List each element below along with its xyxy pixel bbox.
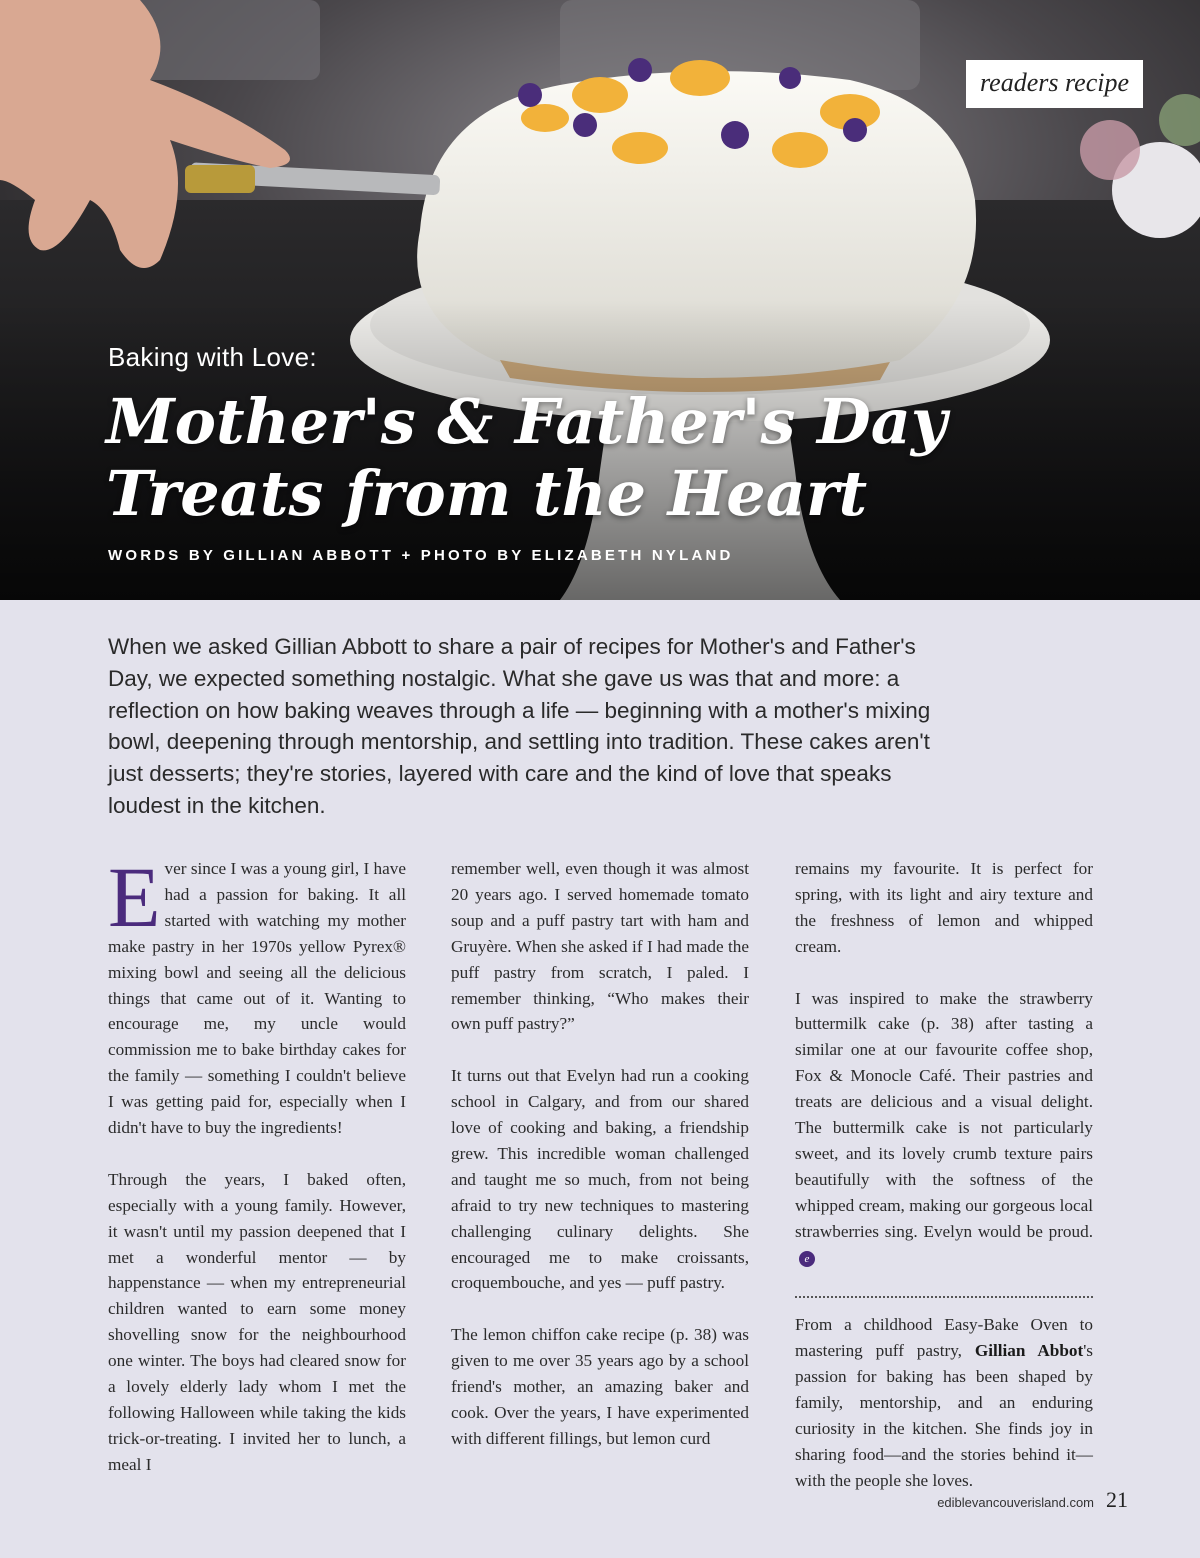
body-paragraph: remember well, even though it was almost 20 years ago. I served homemade tomato soup and a puff pastry tart with ham and Gruyère. When she asked if I had made the puff pastry from scratch, I paled. I remember thinking, “Who makes their own puff pastry?”: [451, 859, 749, 1034]
body-paragraph: It turns out that Evelyn had run a cooking school in Calgary, and from our shared love of cooking and baking, a friendship grew. This incredible woman challenged and taught me so much, from not being afraid to try new techniques to mastering challenging culinary delights. She encouraged me to make croissants, croquembouche, and yes — puff pastry.: [451, 1066, 749, 1293]
author-bio: [795, 1312, 1093, 1493]
drop-cap: E: [108, 849, 161, 945]
end-mark-icon: e: [799, 1251, 815, 1267]
section-tag-label: readers recipe: [980, 68, 1129, 97]
byline: WORDS BY GILLIAN ABBOTT + PHOTO BY ELIZABETH NYLAND: [108, 547, 734, 564]
bio-text-before: From a childhood Easy-Bake Oven to mastering puff pastry,: [795, 1315, 1093, 1361]
body-paragraph-text: ver since I was a young girl, I have had a passion for baking. It all started with watching my mother make pastry in her 1970s yellow Pyrex® mixing bowl and seeing all the delicious things that came out of it. Wanting to encourage me, my uncle would commission me to bake birthday cakes for the family — something I couldn't believe I was getting paid for, especially when I didn't have to buy the ingredients!: [108, 859, 406, 1138]
article-kicker: Baking with Love:: [108, 342, 317, 372]
article-title: [106, 386, 1006, 530]
body-paragraph: [108, 849, 406, 1141]
body-paragraph: remains my favourite. It is perfect for spring, with its light and airy texture and the freshness of lemon and whipped cream.: [795, 859, 1093, 956]
title-line-1: Mother's & Father's Day: [106, 385, 947, 458]
body-paragraph: Through the years, I baked often, especially with a young family. However, it wasn't until my passion deepened that I met a wonderful mentor — by happenstance — when my entrepreneurial children wanted to earn some money shovelling snow for the neighbourhood one winter. The boys had cleared snow for a lovely elderly lady whom I met the following Halloween while taking the kids trick-or-treating. I invited her to lunch, a meal I: [108, 1169, 406, 1474]
body-paragraph: [795, 986, 1093, 1271]
body-paragraph-text: I was inspired to make the strawberry buttermilk cake (p. 38) after tasting a similar one at our favourite coffee shop, Fox & Monocle Café. Their pastries and treats are delicious and a visual delight. The buttermilk cake is not particularly sweet, and its lovely crumb texture pairs beautifully with the softness of the whipped cream, making our gorgeous local strawberries sing. Evelyn would be proud.: [795, 988, 1093, 1241]
body-column-3: [795, 856, 1093, 1494]
bio-author-name: Gillian Abbot: [974, 1341, 1084, 1361]
title-line-2: Treats from the Heart: [106, 457, 868, 530]
bio-text-after: 's passion for baking has been shaped by family, mentorship, and an enduring curiosity in the kitchen. She finds joy in sharing food—and the stories behind it—with the people she loves.: [795, 1341, 1093, 1490]
page-number: 21: [1106, 1487, 1128, 1512]
dotted-divider: [795, 1296, 1093, 1298]
intro-paragraph: When we asked Gillian Abbott to share a pair of recipes for Mother's and Father's Day, we expected something nostalgic. What she gave us was that and more: a reflection on how baking weaves through a life — beginning with a mother's mixing bowl, deepening through mentorship, and settling into tradition. These cakes aren't just desserts; they're stories, layered with care and the kind of love that speaks loudest in the kitchen.: [108, 634, 931, 818]
hero-photo: [0, 0, 1200, 600]
body-column-1: [108, 849, 406, 1478]
page-footer: [937, 1487, 1128, 1513]
section-tag: [966, 60, 1143, 108]
body-column-2: [451, 856, 749, 1452]
body-paragraph: The lemon chiffon cake recipe (p. 38) was given to me over 35 years ago by a school friend's mother, an amazing baker and cook. Over the years, I have experimented with different fillings, but lemon curd: [451, 1325, 749, 1448]
footer-url: ediblevancouverisland.com: [937, 1495, 1094, 1510]
